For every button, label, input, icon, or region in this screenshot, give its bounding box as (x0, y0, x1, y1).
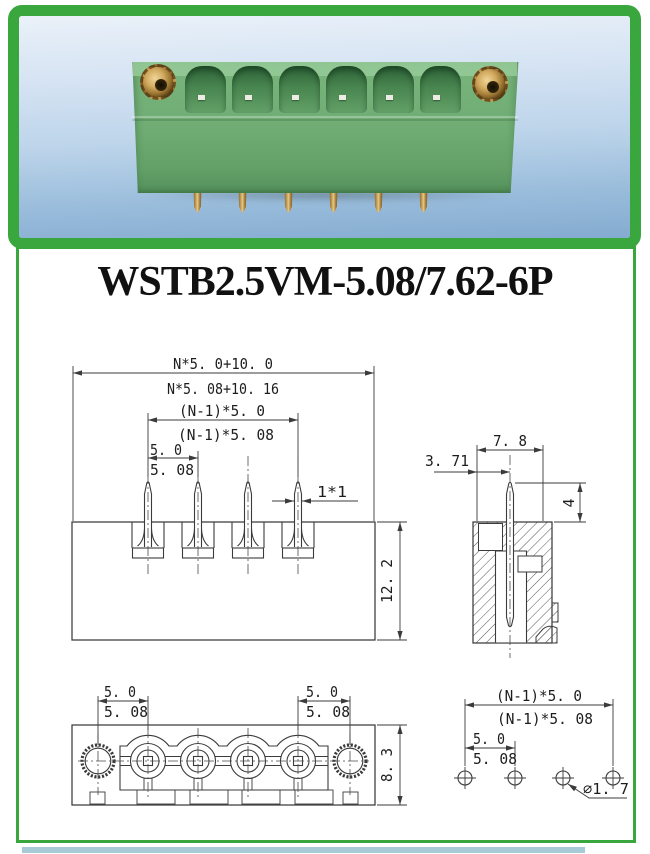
dim-length-formula-alt: N*5. 08+10. 16 (167, 380, 279, 398)
dim-top-pitch-right-alt: 5. 08 (306, 703, 350, 721)
front-pin (232, 456, 264, 574)
top-view (72, 683, 407, 805)
dim-body-height: 12. 2 (378, 557, 396, 603)
dim-top-pitch-right-mm: 5. 0 (306, 683, 338, 701)
dim-pitch-alt: 5. 08 (150, 461, 194, 479)
dim-span-formula-mm: (N-1)*5. 0 (179, 402, 265, 420)
dim-side-pin-protrusion: 4 (560, 498, 578, 508)
side-view (425, 432, 586, 658)
dim-hole-span-alt: (N-1)*5. 08 (497, 710, 593, 728)
dim-hole-pitch-mm: 5. 0 (473, 730, 505, 748)
dim-hole-diameter: ∅1. 7 (583, 780, 629, 798)
dim-pitch-mm: 5. 0 (150, 441, 182, 459)
hole-layout-view (454, 687, 629, 798)
dim-hole-span-mm: (N-1)*5. 0 (496, 687, 582, 705)
dim-top-body-depth: 8. 3 (378, 745, 396, 782)
footer-strip (22, 847, 585, 853)
page-title: WSTB2.5VM-5.08/7.62-6P (97, 259, 553, 305)
dim-top-pitch-left-alt: 5. 08 (104, 703, 148, 721)
pcb-hole (504, 767, 526, 789)
dim-length-formula-mm: N*5. 0+10. 0 (173, 355, 273, 373)
dim-pin-cross-section: 1*1 (317, 483, 347, 501)
dim-side-pin-offset: 3. 71 (425, 452, 469, 470)
dim-top-pitch-left-mm: 5. 0 (104, 683, 136, 701)
front-view (72, 355, 407, 640)
dim-hole-pitch-alt: 5. 08 (473, 750, 517, 768)
dim-side-body-width: 7. 8 (493, 432, 527, 450)
pcb-hole (454, 767, 476, 789)
dim-span-formula-alt: (N-1)*5. 08 (178, 426, 274, 444)
